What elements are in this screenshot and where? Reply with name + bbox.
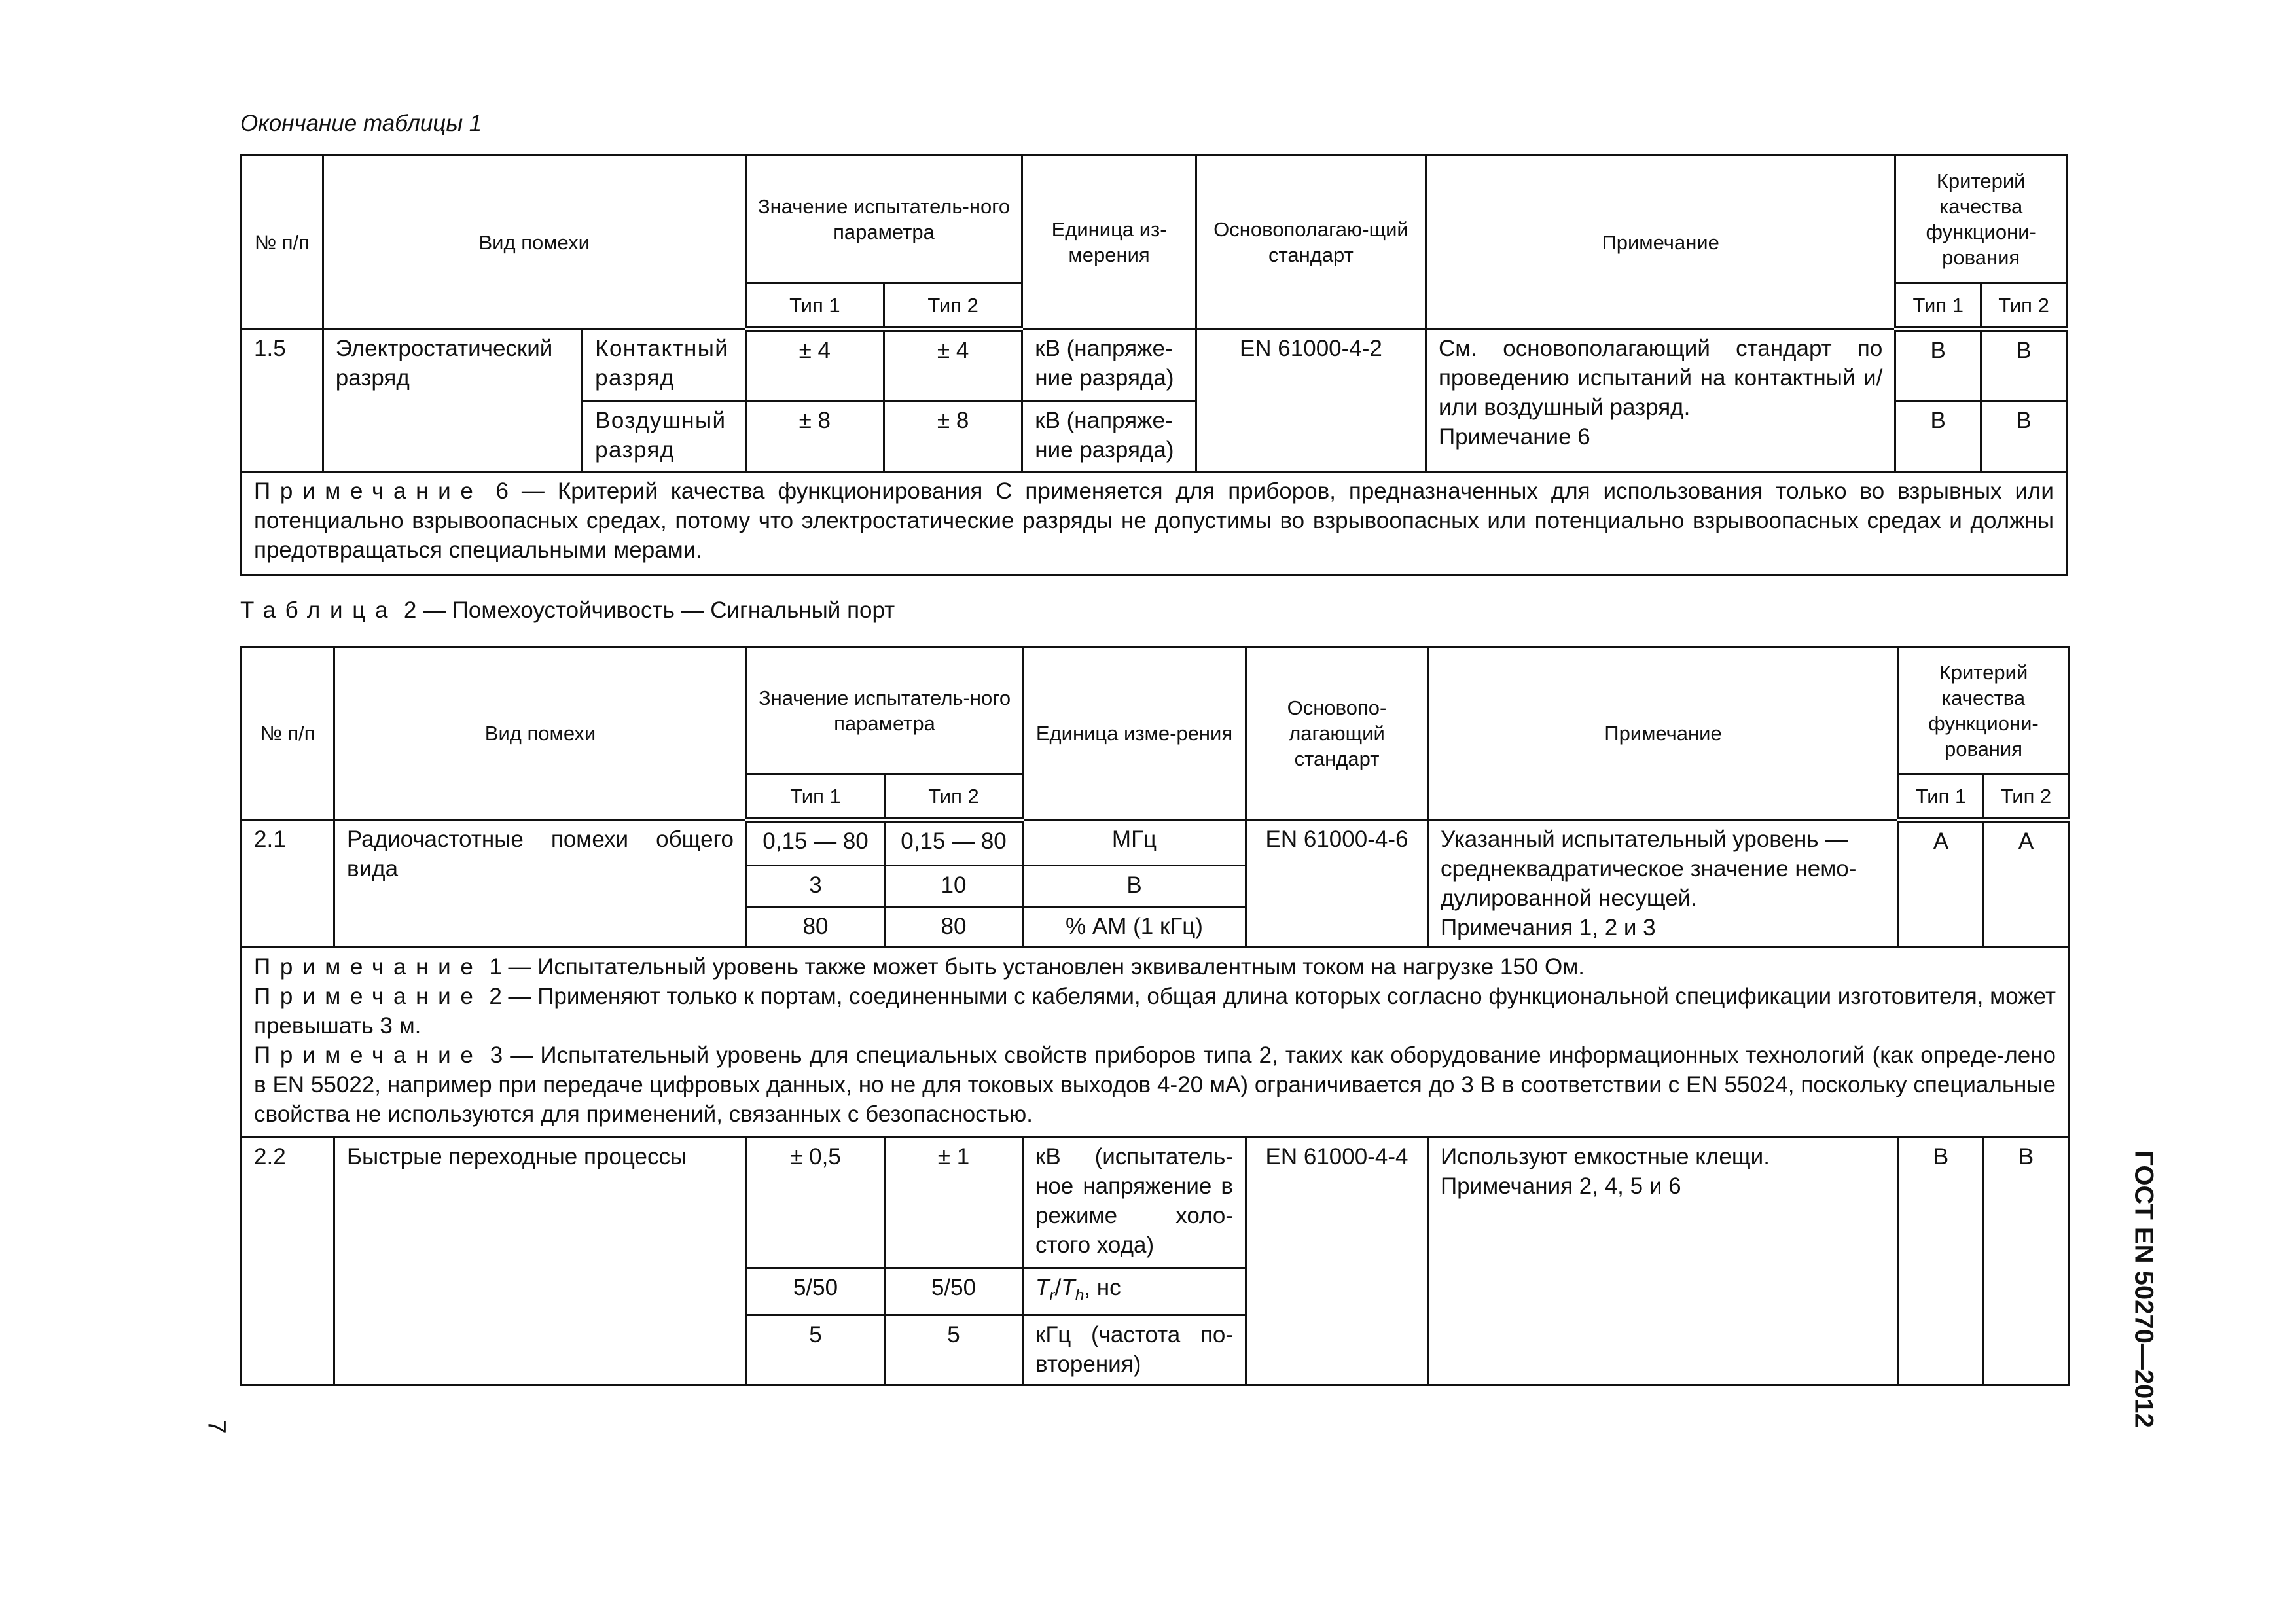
value-type1: ± 4	[745, 329, 884, 401]
header-criterion-type1: Тип 1	[1899, 774, 1984, 820]
page-number: 7	[202, 1419, 230, 1434]
note-label: Примечание	[254, 984, 483, 1009]
note-text: 3 — Испытательный уровень для специальных свойств приборов типа 2, таких как оборудование информационных технологий (как опреде-лено в EN 55022, например при передаче цифровых данных, но не для токовых выходов 4-20 мА) ограничивается до 3 В в соответствии с EN 55024, поскольку специальные свойства не используются для применений, связанных с безопасностью.	[254, 1043, 2056, 1127]
header-criterion-type1: Тип 1	[1895, 283, 1981, 329]
unit-rise-time: $T_r$	[1035, 1275, 1055, 1304]
header-test-value: Значение испытатель-ного параметра	[747, 647, 1023, 774]
remark-cell	[1426, 329, 1895, 472]
header-type1: Тип 1	[747, 774, 885, 820]
unit-cell: кВ (напряже-ние разряда)	[1022, 329, 1196, 401]
header-remark: Примечание	[1428, 647, 1899, 820]
subtype-contact: Контактный разряд	[583, 329, 746, 401]
header-num: № п/п	[242, 647, 334, 820]
standard-cell: EN 61000-4-2	[1196, 329, 1426, 472]
note-label: Примечание	[254, 1043, 483, 1068]
note-2	[254, 982, 2056, 1041]
header-type2: Тип 2	[885, 774, 1023, 820]
row-num: 1.5	[242, 329, 323, 472]
criterion-type2: B	[1981, 329, 2067, 401]
criterion-type1: B	[1895, 329, 1981, 401]
value-type1: 3	[747, 866, 885, 907]
remark-ref: Примечание 6	[1438, 424, 1590, 450]
value-type2: ± 4	[884, 329, 1022, 401]
header-standard: Основополагаю-щий стандарт	[1196, 156, 1426, 329]
unit-cell: кВ (испытатель-ное напряжение в режиме холо-стого хода)	[1023, 1137, 1246, 1268]
note-text: 2 — Применяют только к портам, соединенными с кабелями, общая длина которых согласно функциональной спецификации изготовителя, может превышать 3 м.	[254, 984, 2056, 1039]
table1-continuation-caption: Окончание таблицы 1	[240, 111, 482, 136]
header-remark: Примечание	[1426, 156, 1895, 329]
header-interference-type: Вид помехи	[323, 156, 745, 329]
value-type2: 5	[885, 1315, 1023, 1385]
row-num: 2.1	[242, 820, 334, 948]
header-criterion-type2: Тип 2	[1981, 283, 2067, 329]
unit-cell: кВ (напряже-ние разряда)	[1022, 401, 1196, 472]
unit-cell: В	[1023, 866, 1246, 907]
note-1	[254, 952, 2056, 982]
remark-ref: Примечания 1, 2 и 3	[1441, 915, 1656, 940]
standard-cell: EN 61000-4-4	[1246, 1137, 1428, 1385]
header-num: № п/п	[242, 156, 323, 329]
table2-notes	[242, 948, 2069, 1137]
note-text: 1 — Испытательный уровень также может быть установлен эквивалентным током на нагрузке 150 Ом.	[482, 954, 1585, 980]
note-3	[254, 1041, 2056, 1129]
unit-half-time: $T_h$	[1061, 1275, 1085, 1304]
header-type2: Тип 2	[884, 283, 1022, 329]
criterion-type1: B	[1895, 401, 1981, 472]
value-type1: ± 0,5	[747, 1137, 885, 1268]
table2-caption-prefix: Таблица	[240, 597, 398, 623]
value-type1: ± 8	[745, 401, 884, 472]
document-code-label: ГОСТ EN 50270—2012	[2129, 1150, 2159, 1428]
table-1	[240, 154, 2068, 576]
value-type1: 5	[747, 1315, 885, 1385]
row-num: 2.2	[242, 1137, 334, 1385]
criterion-type1: A	[1899, 820, 1984, 948]
value-type2: 10	[885, 866, 1023, 907]
header-criterion: Критерий качества функциони-рования	[1899, 647, 2069, 774]
note-label: Примечание	[254, 478, 483, 504]
header-criterion-type2: Тип 2	[1984, 774, 2069, 820]
header-type1: Тип 1	[745, 283, 884, 329]
criterion-type1: B	[1899, 1137, 1984, 1385]
note-text: 6 — Критерий качества функционирования C применяется для приборов, предназначенных для использования только во взрывных или потенциально взрывоопасных средах, потому что электростатические разряды не допустимы во взрывоопасных или потенциально взрывоопасных средах и должны предотвращаться специальными мерами.	[254, 478, 2054, 563]
value-type1: 80	[747, 907, 885, 948]
value-type1: 0,15 — 80	[747, 820, 885, 866]
row-interference-type: Электростатический разряд	[323, 329, 582, 472]
criterion-type2: B	[1981, 401, 2067, 472]
value-type2: ± 1	[885, 1137, 1023, 1268]
unit-cell: % АМ (1 кГц)	[1023, 907, 1246, 948]
header-standard: Основопо-лагающий стандарт	[1246, 647, 1428, 820]
value-type2: 0,15 — 80	[885, 820, 1023, 866]
unit-cell: МГц	[1023, 820, 1246, 866]
value-type2: 5/50	[885, 1268, 1023, 1315]
note-label: Примечание	[254, 954, 483, 980]
header-test-value: Значение испытатель-ного параметра	[745, 156, 1022, 283]
value-type2: ± 8	[884, 401, 1022, 472]
unit-cell: кГц (частота по-вторения)	[1023, 1315, 1246, 1385]
table2-caption-text: 2 — Помехоустойчивость — Сигнальный порт	[397, 597, 895, 623]
header-unit: Единица из-мерения	[1022, 156, 1196, 329]
table2-caption	[240, 597, 895, 624]
value-type2: 80	[885, 907, 1023, 948]
value-type1: 5/50	[747, 1268, 885, 1315]
row-interference-type: Быстрые переходные процессы	[334, 1137, 747, 1385]
remark-ref: Примечания 2, 4, 5 и 6	[1441, 1173, 1681, 1199]
standard-cell: EN 61000-4-6	[1246, 820, 1428, 948]
criterion-type2: A	[1984, 820, 2069, 948]
table-2	[240, 646, 2070, 1386]
remark-text: Используют емкостные клещи.	[1441, 1144, 1770, 1169]
criterion-type2: B	[1984, 1137, 2069, 1385]
unit-cell: $T_r/T_h$, нс	[1023, 1268, 1246, 1315]
header-interference-type: Вид помехи	[334, 647, 747, 820]
table1-footnote	[242, 472, 2067, 575]
subtype-air: Воздушный разряд	[583, 401, 746, 472]
remark-text: См. основополагающий стандарт по проведению испытаний на контактный и/или воздушный разряд.	[1438, 336, 1883, 420]
header-unit: Единица изме-рения	[1023, 647, 1246, 820]
row-interference-type: Радиочастотные помехи общего вида	[334, 820, 747, 948]
remark-cell	[1428, 820, 1899, 948]
remark-text: Указанный испытательный уровень — среднеквадратическое значение немо-дулированной несущей.	[1441, 827, 1857, 911]
header-criterion: Критерий качества функциони-рования	[1895, 156, 2067, 283]
remark-cell	[1428, 1137, 1899, 1385]
